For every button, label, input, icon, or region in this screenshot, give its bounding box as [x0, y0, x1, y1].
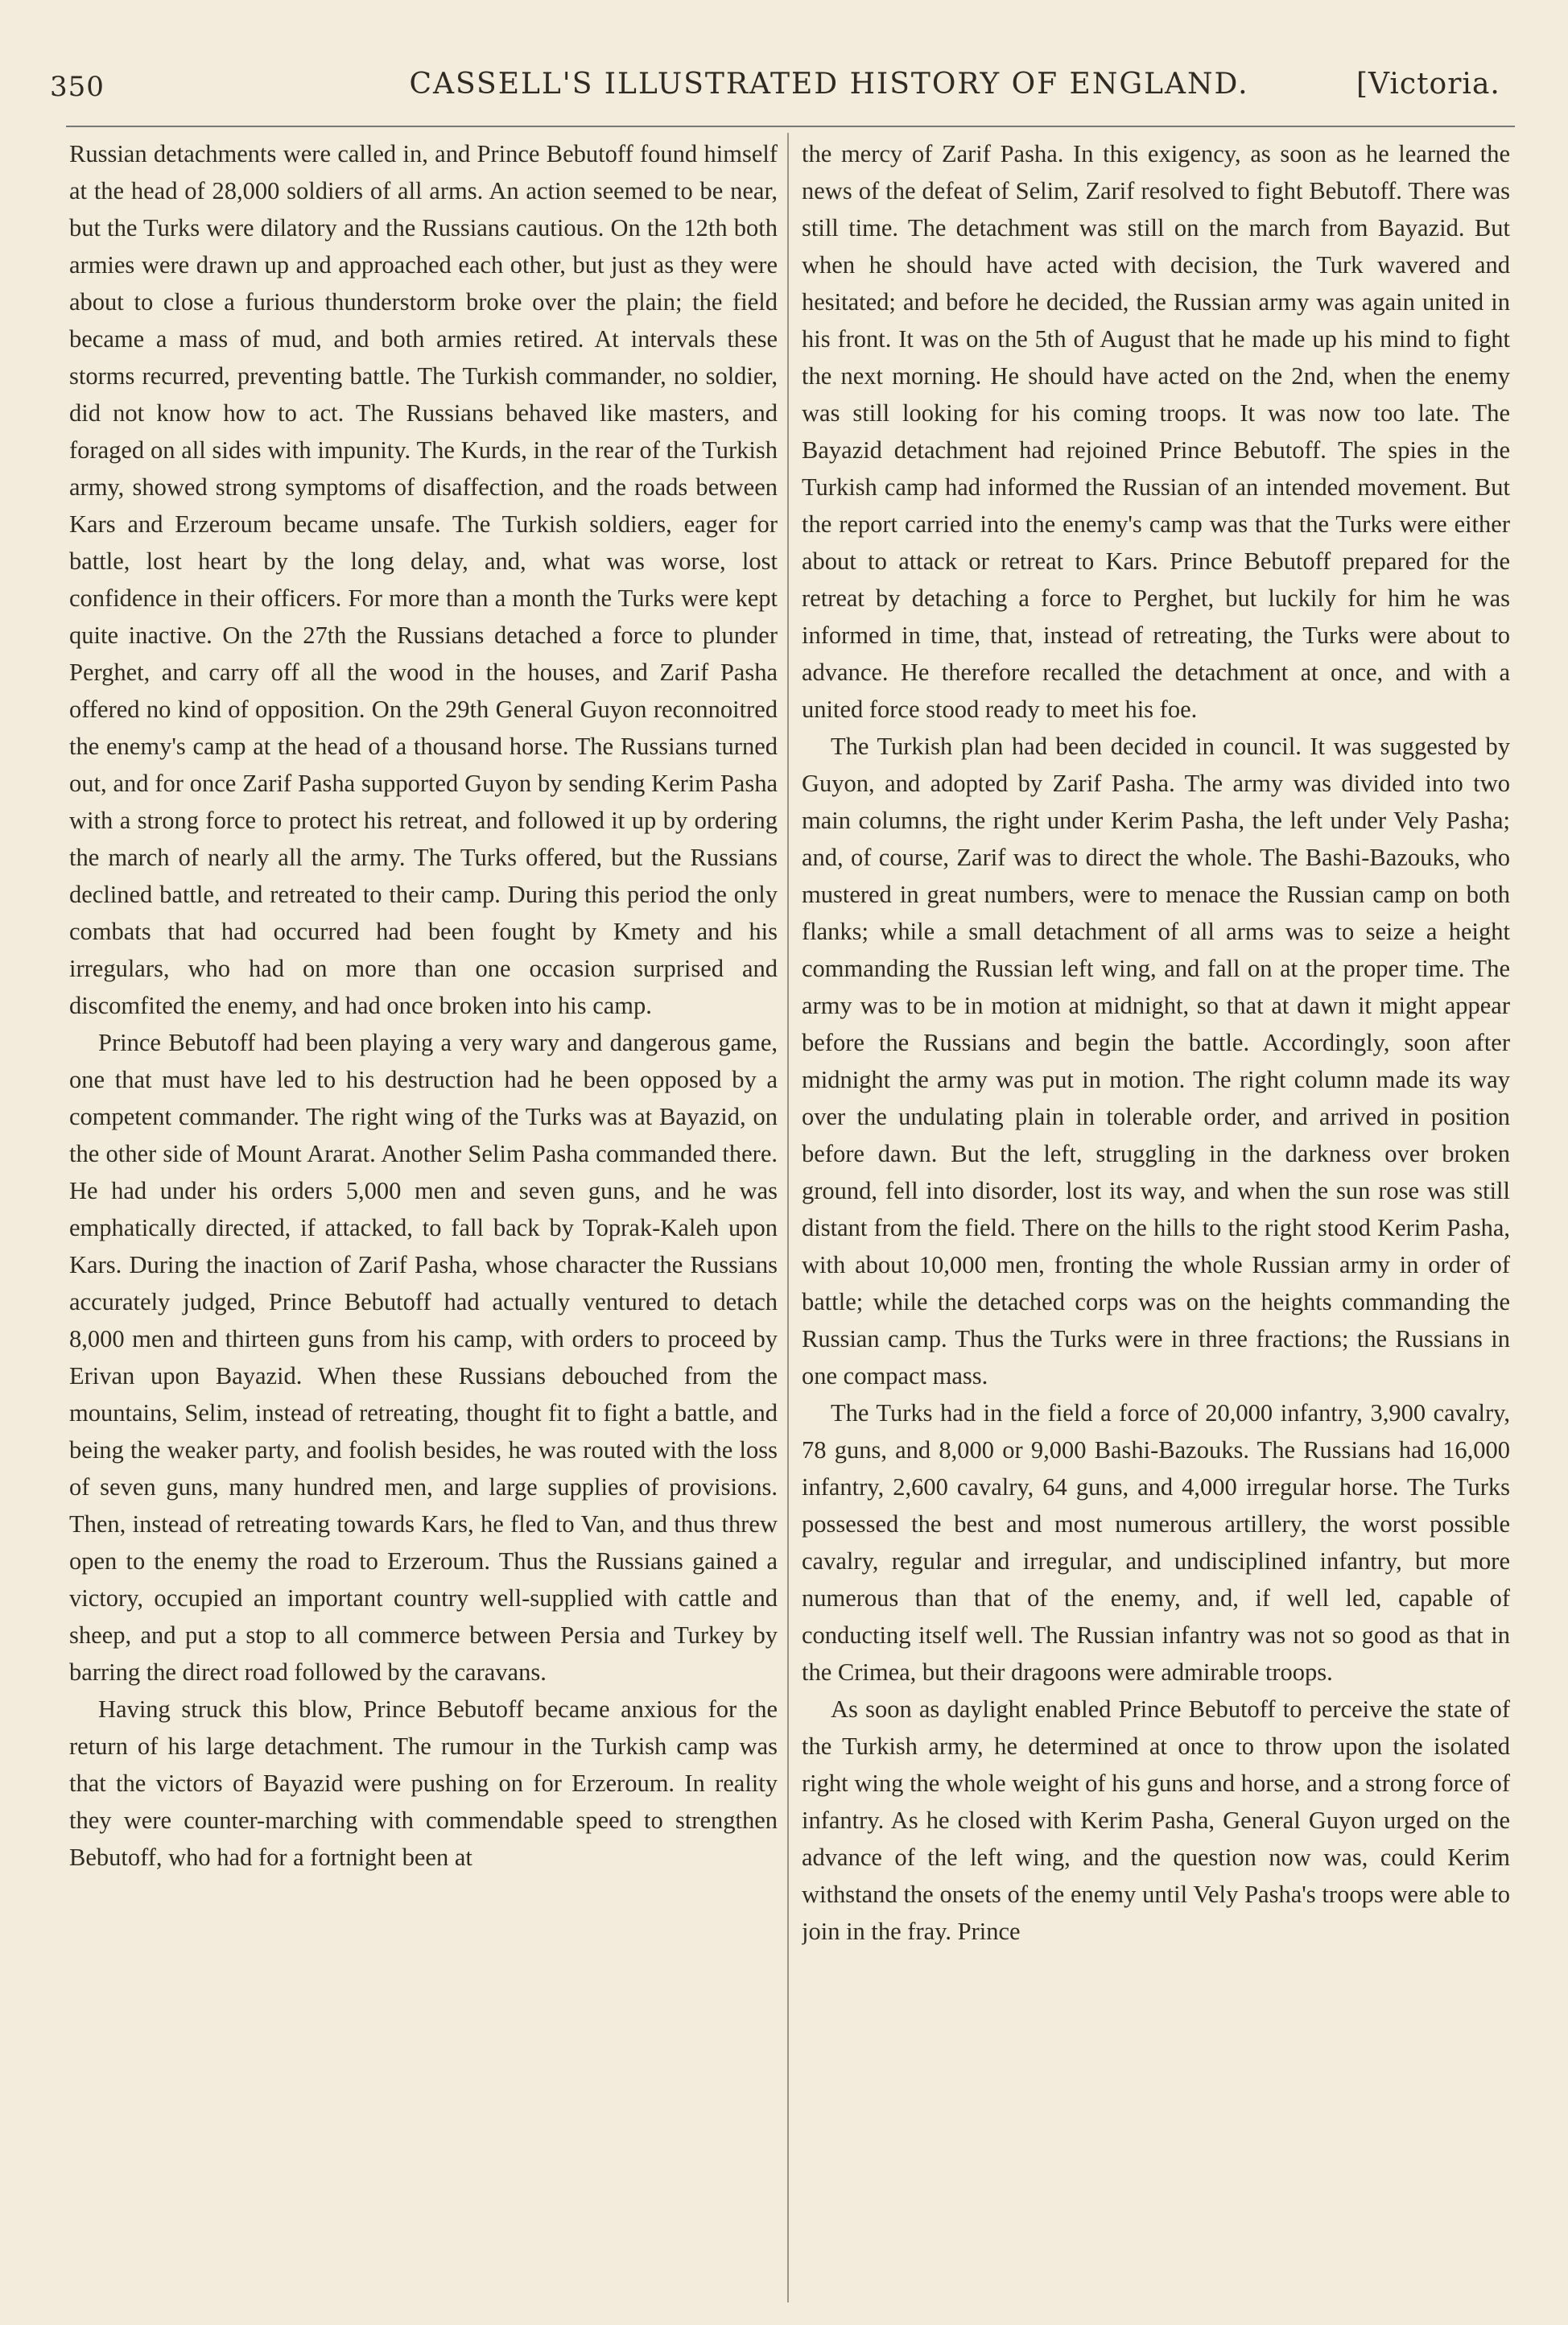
paragraph: the mercy of Zarif Pasha. In this exigency, as soon as he learned the news of the defeat of Selim, Zarif resolved to fight Bebutoff. There was still time. The detachment was still on the march from Bayazid. But when he should have acted with decision, the Turk wavered and hesitated; and before he decided, the Russian army was again united in his front. It was on the 5th of August that he made up his mind to fight the next morning. He should have acted on the 2nd, when the enemy was still looking for his coming troops. It was now too late. The Bayazid detachment had rejoined Prince Bebutoff. The spies in the Turkish camp had informed the Russian of an intended movement. But the report carried into the enemy's camp was that the Turks were either about to attack or retreat to Kars. Prince Bebutoff prepared for the retreat by detaching a force to Perghet, but luckily for him he was informed in time, that, instead of retreating, the Turks were about to advance. He therefore recalled the detachment at once, and with a united force stood ready to meet his foe.	[802, 140, 1510, 723]
page-header	[0, 56, 1568, 105]
paragraph: Russian detachments were called in, and Prince Bebutoff found himself at the head of 28,000 soldiers of all arms. An action seemed to be near, but the Turks were dilatory and the Russians cautious. On the 12th both armies were drawn up and approached each other, but just as they were about to close a furious thunderstorm broke over the plain; the field became a mass of mud, and both armies retired. At intervals these storms recurred, preventing battle. The Turkish commander, no soldier, did not know how to act. The Russians behaved like masters, and foraged on all sides with impunity. The Kurds, in the rear of the Turkish army, showed strong symptoms of disaffection, and the roads between Kars and Erzeroum became unsafe. The Turkish soldiers, eager for battle, lost heart by the long delay, and, what was worse, lost confidence in their officers. For more than a month the Turks were kept quite inactive. On the 27th the Russians detached a force to plunder Perghet, and carry off all the wood in the houses, and Zarif Pasha offered no kind of opposition. On the 29th General Guyon reconnoitred the enemy's camp at the head of a thousand horse. The Russians turned out, and for once Zarif Pasha supported Guyon by sending Kerim Pasha with a strong force to protect his retreat, and followed it up by ordering the march of nearly all the army. The Turks offered, but the Russians declined battle, and retreated to their camp. During this period the only combats that had occurred had been fought by Kmety and his irregulars, who had on more than one occasion surprised and discomfited the enemy, and had once broken into his camp.	[69, 140, 778, 1019]
right-column	[802, 135, 1510, 2293]
page-number: 350	[50, 71, 105, 103]
paragraph: As soon as daylight enabled Prince Bebutoff to perceive the state of the Turkish army, he determined at once to throw upon the isolated right wing the whole weight of his guns and horse, and a strong force of infantry. As he closed with Kerim Pasha, General Guyon urged on the advance of the left wing, and the question now was, could Kerim withstand the onsets of the enemy until Vely Pasha's troops were able to join in the fray. Prince	[802, 1695, 1510, 1945]
column-divider	[787, 133, 789, 2302]
running-title: CASSELL'S ILLUSTRATED HISTORY OF ENGLAND.	[409, 68, 1249, 101]
section-mark: [Victoria.	[1356, 68, 1500, 101]
paragraph: The Turkish plan had been decided in council. It was suggested by Guyon, and adopted by Zarif Pasha. The army was divided into two main columns, the right under Kerim Pasha, the left under Vely Pasha; and, of course, Zarif was to direct the whole. The Bashi-Bazouks, who mustered in great numbers, were to menace the Russian camp on both flanks; while a small detachment of all arms was to seize a height commanding the Russian left wing, and fall on at the proper time. The army was to be in motion at midnight, so that at dawn it might appear before the Russians and begin the battle. Accordingly, soon after midnight the army was put in motion. The right column made its way over the undulating plain in tolerable order, and arrived in position before dawn. But the left, struggling in the darkness over broken ground, fell into disorder, lost its way, and when the sun rose was still distant from the field. There on the hills to the right stood Kerim Pasha, with about 10,000 men, fronting the whole Russian army in order of battle; while the detached corps was on the heights commanding the Russian camp. Thus the Turks were in three fractions; the Russians in one compact mass.	[802, 733, 1510, 1390]
left-column	[69, 135, 778, 2293]
paragraph: Prince Bebutoff had been playing a very wary and dangerous game, one that must have led to his destruction had he been opposed by a competent commander. The right wing of the Turks was at Bayazid, on the other side of Mount Ararat. Another Selim Pasha commanded there. He had under his orders 5,000 men and seven guns, and he was emphatically directed, if attacked, to fall back by Toprak-Kaleh upon Kars. During the inaction of Zarif Pasha, whose character the Russians accurately judged, Prince Bebutoff had actually ventured to detach 8,000 men and thirteen guns from his camp, with orders to proceed by Erivan upon Bayazid. When these Russians debouched from the mountains, Selim, instead of retreating, thought fit to fight a battle, and being the weaker party, and foolish besides, he was routed with the loss of seven guns, many hundred men, and large supplies of provisions. Then, instead of retreating towards Kars, he fled to Van, and thus threw open to the enemy the road to Erzeroum. Thus the Russians gained a victory, occupied an important country well-supplied with cattle and sheep, and put a stop to all commerce between Persia and Turkey by barring the direct road followed by the caravans.	[69, 1029, 778, 1686]
paragraph: The Turks had in the field a force of 20,000 infantry, 3,900 cavalry, 78 guns, and 8,000 or 9,000 Bashi-Bazouks. The Russians had 16,000 infantry, 2,600 cavalry, 64 guns, and 4,000 irregular horse. The Turks possessed the best and most numerous artillery, the worst possible cavalry, regular and irregular, and undisciplined infantry, but more numerous than that of the enemy, and, if well led, capable of conducting itself well. The Russian infantry was not so good as that in the Crimea, but their dragoons were admirable troops.	[802, 1399, 1510, 1686]
header-rule	[66, 126, 1515, 127]
paragraph: Having struck this blow, Prince Bebutoff became anxious for the return of his large detachment. The rumour in the Turkish camp was that the victors of Bayazid were pushing on for Erzeroum. In reality they were counter-marching with commendable speed to strengthen Bebutoff, who had for a fortnight been at	[69, 1695, 778, 1871]
